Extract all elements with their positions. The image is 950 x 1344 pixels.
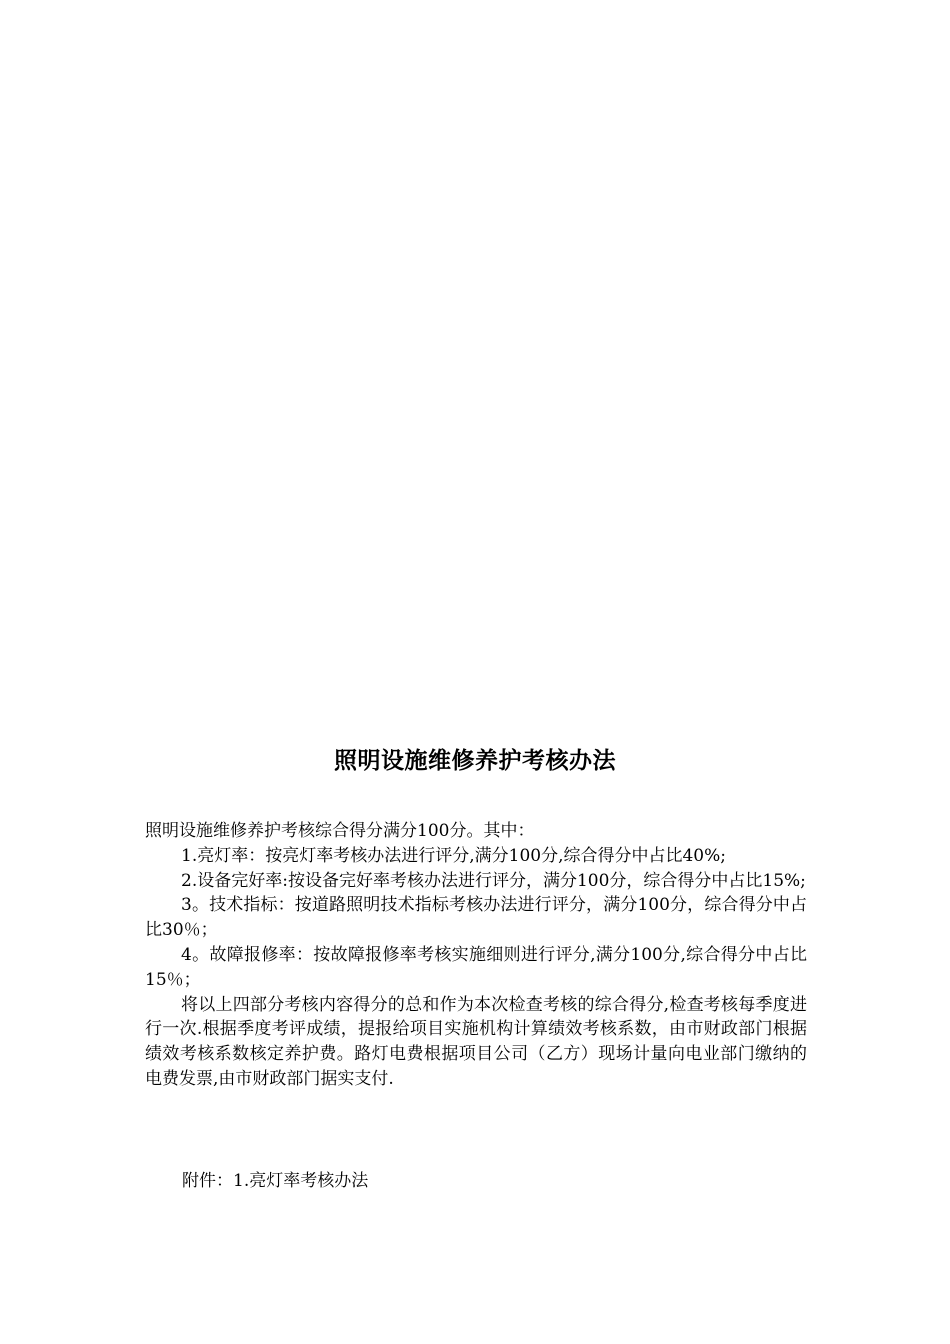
document-title: 照明设施维修养护考核办法 [334,748,616,775]
document-body [145,819,807,1092]
intro-paragraph: 照明设施维修养护考核综合得分满分100分。其中： [145,821,535,841]
summary-paragraph: 将以上四部分考核内容得分的总和作为本次检查考核的综合得分,检查考核每季度进行一次.根据季度考评成绩，提报给项目实施机构计算绩效考核系数，由市财政部门根据绩效考核系数核定养护费。路灯电费根据项目公司（乙方）现场计量向电业部门缴纳的电费发票,由市财政部门据实支付. [145,994,807,1089]
item-technical-indicators: 3。技术指标：按道路照明技术指标考核办法进行评分，满分100分，综合得分中占比30％； [145,895,807,941]
item-lighting-rate: 1.亮灯率：按亮灯率考核办法进行评分,满分100分,综合得分中占比40%; [181,845,726,866]
attachment-line: 附件：1.亮灯率考核办法 [182,1171,369,1191]
item-fault-repair-rate: 4。故障报修率：按故障报修率考核实施细则进行评分,满分100分,综合得分中占比15％； [145,944,807,990]
item-equipment-integrity: 2.设备完好率:按设备完好率考核办法进行评分，满分100分，综合得分中占比15%; [181,870,806,891]
